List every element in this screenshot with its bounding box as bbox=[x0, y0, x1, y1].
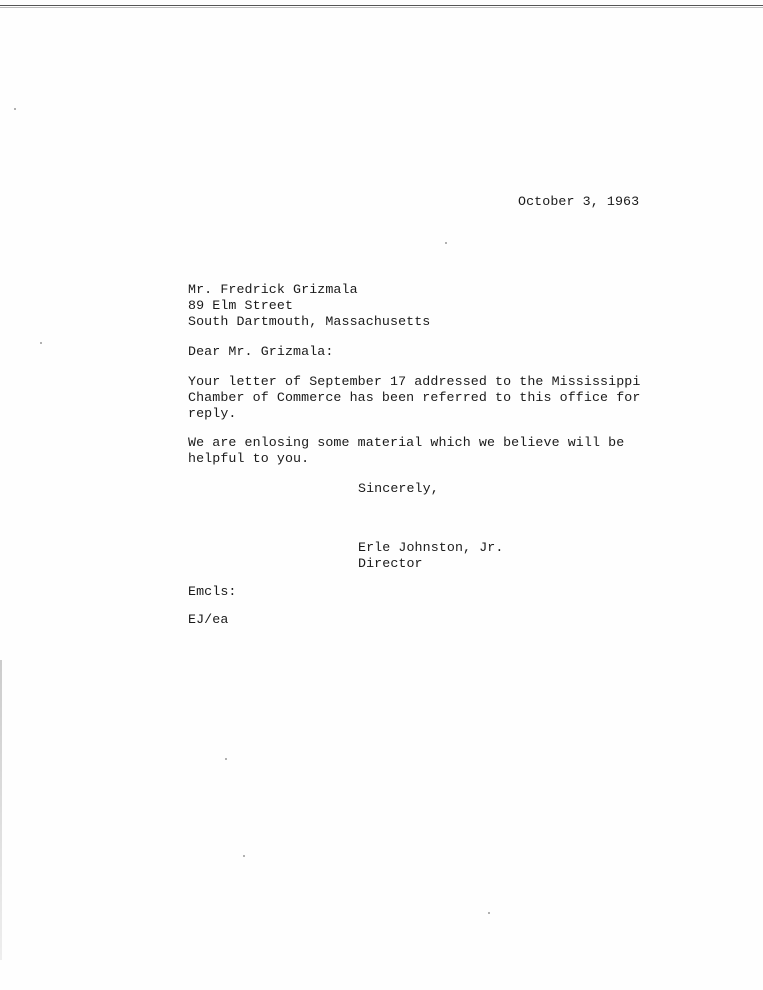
scan-left-edge bbox=[0, 660, 2, 960]
scan-speck bbox=[488, 912, 490, 914]
scan-speck bbox=[14, 108, 16, 110]
scan-speck bbox=[225, 758, 227, 760]
paragraph1-line1: Your letter of September 17 addressed to the Mississippi bbox=[188, 374, 641, 389]
paragraph1-line3: reply. bbox=[188, 406, 237, 421]
signature-name: Erle Johnston, Jr. bbox=[358, 540, 504, 555]
recipient-street: 89 Elm Street bbox=[188, 298, 294, 313]
scan-speck bbox=[40, 342, 42, 344]
salutation: Dear Mr. Grizmala: bbox=[188, 344, 334, 359]
scan-speck bbox=[445, 242, 447, 244]
paragraph2-line2: helpful to you. bbox=[188, 451, 310, 466]
signature-title: Director bbox=[358, 556, 423, 571]
recipient-name: Mr. Fredrick Grizmala bbox=[188, 282, 358, 297]
recipient-city: South Dartmouth, Massachusetts bbox=[188, 314, 431, 329]
letter-date: October 3, 1963 bbox=[518, 194, 640, 209]
closing: Sincerely, bbox=[358, 481, 439, 496]
scan-top-border bbox=[0, 5, 763, 6]
enclosure-notation: Emcls: bbox=[188, 584, 237, 599]
scan-top-border-faint bbox=[0, 7, 763, 8]
scan-speck bbox=[243, 855, 245, 857]
reference-initials: EJ/ea bbox=[188, 612, 229, 627]
paragraph2-line1: We are enlosing some material which we believe will be bbox=[188, 435, 625, 450]
paragraph1-line2: Chamber of Commerce has been referred to this office for bbox=[188, 390, 641, 405]
